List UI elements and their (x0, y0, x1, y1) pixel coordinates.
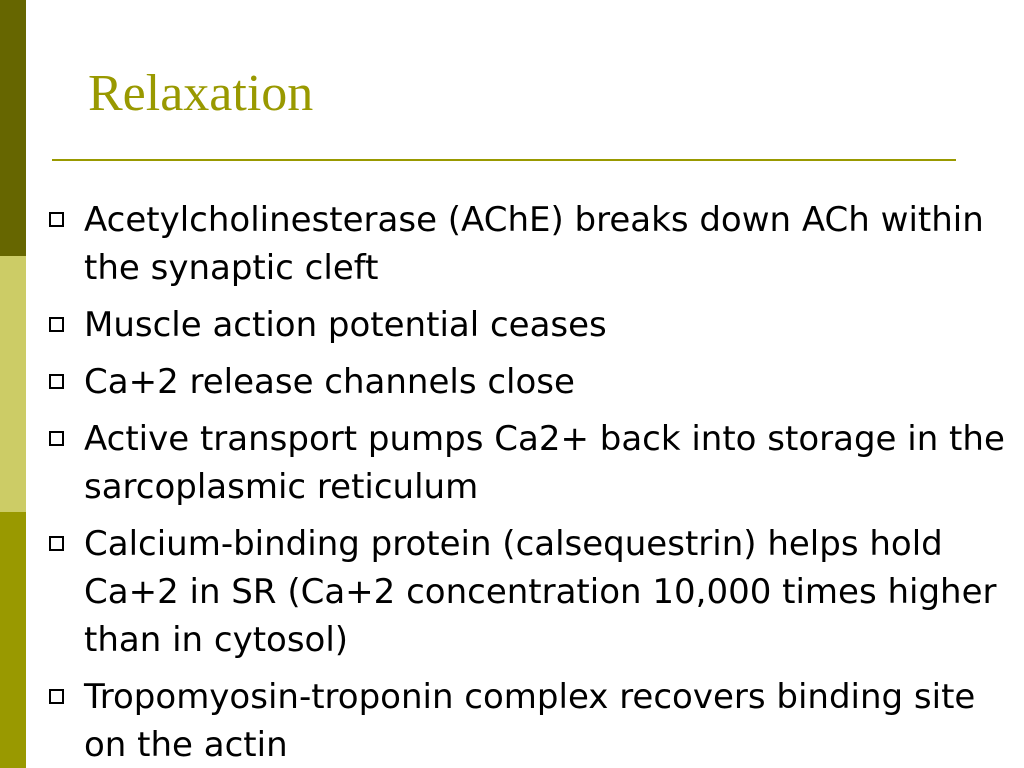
hollow-square-icon (49, 317, 64, 332)
bullet-item (0, 520, 1024, 664)
hollow-square-icon (49, 374, 64, 389)
bullet-text: Calcium-binding protein (calsequestrin) helps hold Ca+2 in SR (Ca+2 concentration 10,000 times higher than in cytosol) (84, 524, 997, 660)
hollow-square-icon (49, 212, 64, 227)
bullet-text: Active transport pumps Ca2+ back into storage in the sarcoplasmic reticulum (84, 419, 1005, 507)
bullet-item (0, 415, 1024, 511)
bullet-list (0, 196, 1024, 768)
hollow-square-icon (49, 536, 64, 551)
bullet-text: Muscle action potential ceases (84, 305, 607, 345)
title-underline (52, 159, 956, 161)
bullet-text: Tropomyosin-troponin complex recovers binding site on the actin (84, 677, 976, 765)
hollow-square-icon (49, 689, 64, 704)
bullet-text: Acetylcholinesterase (AChE) breaks down ACh within the synaptic cleft (84, 200, 984, 288)
hollow-square-icon (49, 431, 64, 446)
slide-title: Relaxation (88, 65, 314, 122)
bullet-item (0, 301, 1024, 349)
bullet-item (0, 673, 1024, 768)
bullet-item (0, 196, 1024, 292)
bullet-text: Ca+2 release channels close (84, 362, 575, 402)
bullet-item (0, 358, 1024, 406)
